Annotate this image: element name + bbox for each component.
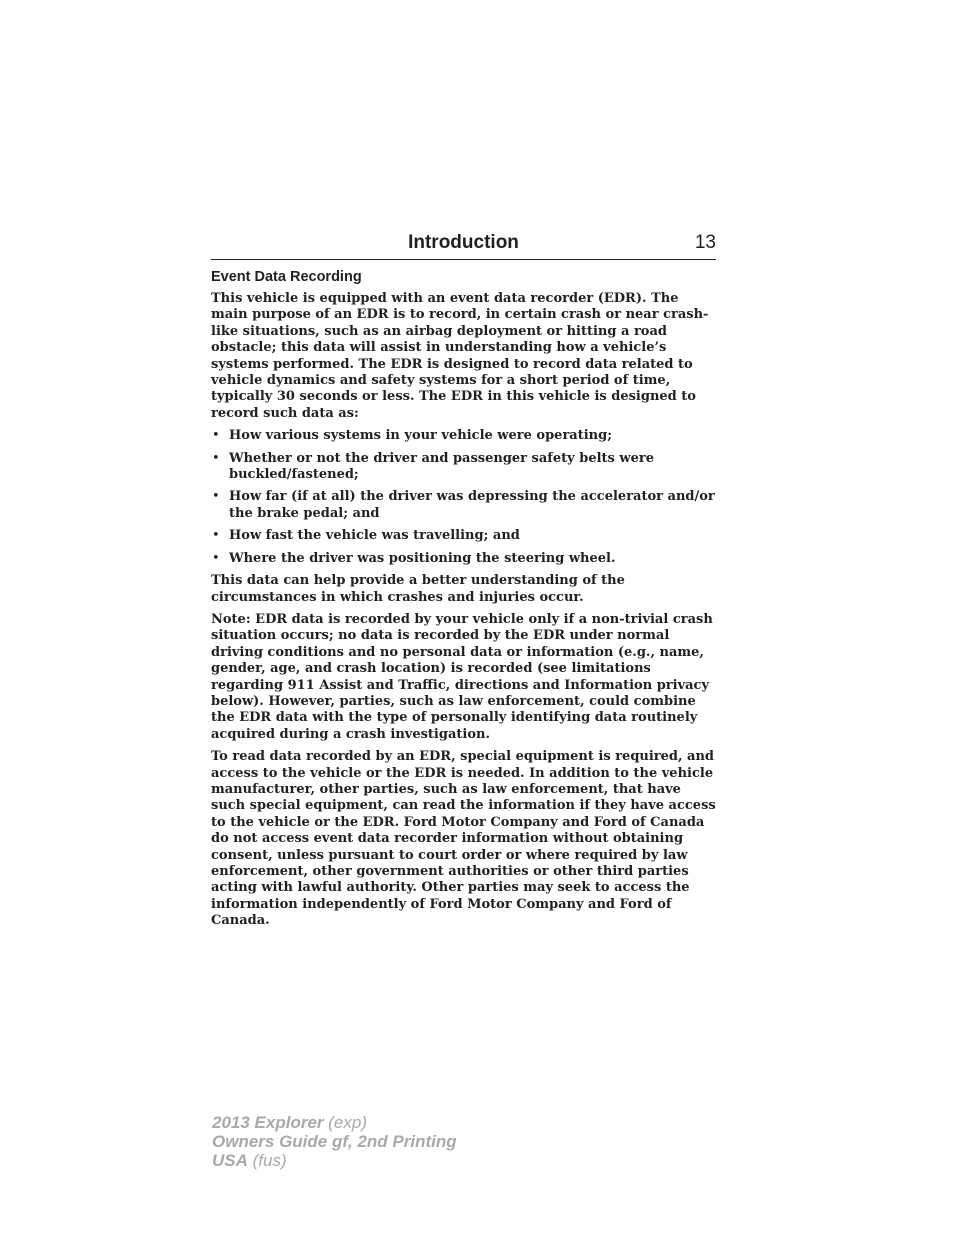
- recorded-data-list: [211, 428, 717, 567]
- footer-market: USA: [212, 1151, 248, 1170]
- list-item: • How fast the vehicle was travelling; and: [211, 528, 717, 544]
- intro-paragraph: This vehicle is equipped with an event data recorder (EDR). The main purpose of an EDR is to record, in certain crash or near crash-like situations, such as an airbag deployment or hitting a road obstacle; this data will assist in understanding how a vehicle’s systems performed. The EDR is designed to record data related to vehicle dynamics and safety systems for a short period of time, typically 30 seconds or less. The EDR in this vehicle is designed to record such data as:: [211, 291, 709, 421]
- footer-market-line: [212, 1151, 457, 1170]
- page-content: [211, 268, 717, 936]
- footer-model-line: [212, 1113, 457, 1132]
- page-header: [211, 229, 716, 260]
- footer-guide-line: Owners Guide gf, 2nd Printing: [212, 1132, 457, 1151]
- footer-model: 2013 Explorer: [212, 1113, 324, 1132]
- list-item: • How far (if at all) the driver was depressing the accelerator and/or the brake pedal; and: [211, 489, 717, 522]
- note-paragraph: Note: EDR data is recorded by your vehicle only if a non-trivial crash situation occurs; no data is recorded by the EDR under normal driving conditions and no personal data or information (e.g., name, gender, age, and crash location) is recorded (see limitations regarding 911 Assist and Traffic, directions and Information privacy below). However, parties, such as law enforcement, could combine the EDR data with the type of personally identifying data routinely acquired during a crash investigation.: [211, 611, 713, 742]
- section-heading: Event Data Recording: [211, 269, 362, 285]
- list-item: • How various systems in your vehicle were operating;: [211, 428, 717, 444]
- access-paragraph: To read data recorded by an EDR, special equipment is required, and access to the vehicle or the EDR is needed. In addition to the vehicle manufacturer, other parties, such as law enforcement, that have such special equipment, can read the information if they have access to the vehicle or the EDR. Ford Motor Company and Ford of Canada do not access event data recorder information without obtaining consent, unless pursuant to court order or where required by law enforcement, other government authorities or other third parties acting with lawful authority. Other parties may seek to access the information independently of Ford Motor Company and Ford of Canada.: [211, 749, 716, 929]
- list-item: • Where the driver was positioning the steering wheel.: [211, 551, 717, 567]
- chapter-title: Introduction: [408, 232, 519, 253]
- footer-model-code: (exp): [328, 1113, 367, 1132]
- summary-paragraph: This data can help provide a better understanding of the circumstances in which crashes and injuries occur.: [211, 573, 625, 605]
- list-item: • Whether or not the driver and passenger safety belts were buckled/fastened;: [211, 451, 717, 484]
- footer-market-code: (fus): [252, 1151, 287, 1170]
- page-number: 13: [694, 232, 716, 253]
- page-footer: [212, 1113, 457, 1170]
